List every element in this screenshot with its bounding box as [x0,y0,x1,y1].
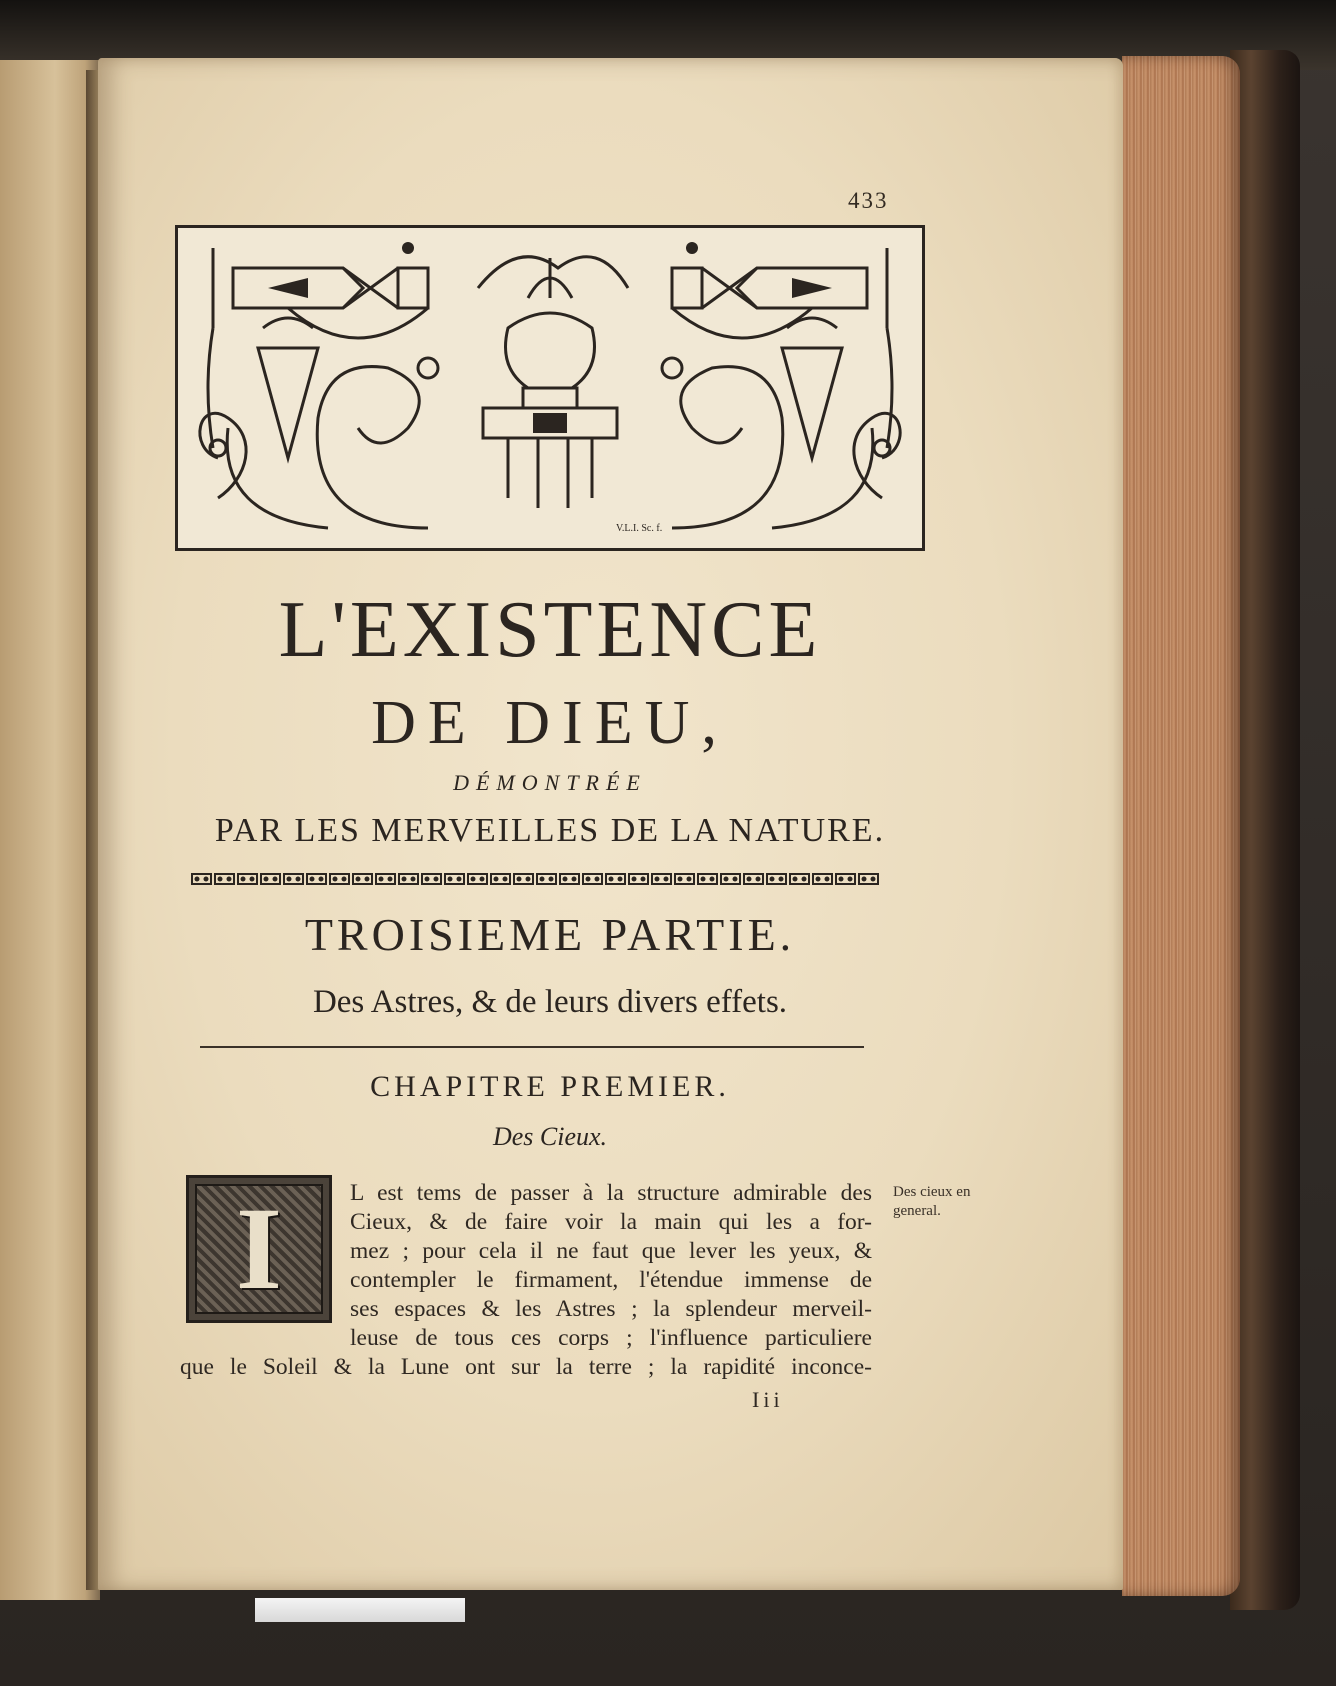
chapter-title: CHAPITRE PREMIER. [370,1070,730,1103]
body-line: Cieux, & de faire voir la main qui les a for- [350,1209,872,1235]
decorated-initial [186,1175,332,1323]
paper-slip [255,1598,465,1622]
body-line: contempler le firmament, l'étendue immense de [350,1267,872,1293]
title-line-1: L'EXISTENCE [278,586,822,674]
body-line: que le Soleil & la Lune ont sur la terre ; la rapidité inconce- [180,1354,872,1380]
page-block-edge [1122,56,1240,1596]
part-subtitle: Des Astres, & de leurs divers effets. [312,984,788,1020]
horizontal-rule [200,1046,864,1048]
engraver-signature: V.L.I. Sc. f. [616,523,663,534]
marginal-note-line-2: general. [893,1203,941,1219]
title-line-4: PAR LES MERVEILLES DE LA NATURE. [214,812,886,849]
engraved-headpiece [175,225,925,551]
book-binding [1230,50,1300,1610]
part-title: TROISIEME PARTIE. [304,909,796,960]
drop-cap-letter: I [236,1183,282,1314]
body-line: leuse de tous ces corps ; l'influence particuliere [350,1325,872,1351]
title-line-3: DÉMONTRÉE [453,770,647,795]
ornamental-rule-icon [190,870,880,888]
body-line: ses espaces & les Astres ; la splendeur merveil- [350,1296,872,1322]
ornament-engraving-icon [178,228,922,548]
page-number: 433 [848,188,889,213]
title-line-2: DE DIEU, [371,689,729,757]
body-line: mez ; pour cela il ne faut que lever les yeux, & [350,1238,872,1264]
left-page-edge [0,60,100,1600]
chapter-subtitle: Des Cieux. [492,1122,608,1151]
marginal-note-line-1: Des cieux en [893,1184,971,1200]
catchword: Iii [752,1387,784,1412]
body-line: L est tems de passer à la structure admirable des [350,1180,872,1206]
